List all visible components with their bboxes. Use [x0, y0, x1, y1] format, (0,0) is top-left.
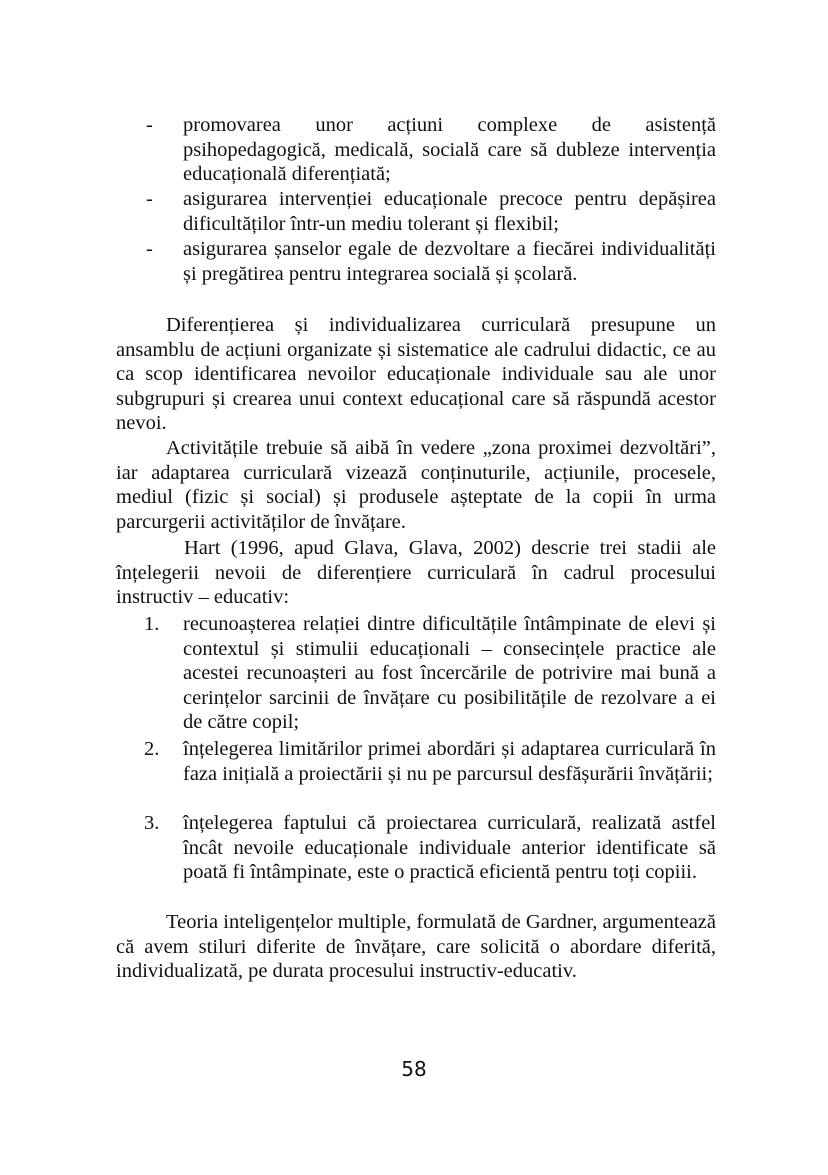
paragraph: Activitățile trebuie să aibă în vedere „zona proximei dezvoltări”, iar adaptarea curriculară vizează conținuturile, acțiunile, procesele, mediul (fizic și social) și produsele așteptate de la copii în urma parcurgerii activităților de învățare.	[116, 437, 716, 533]
item-number: 1.	[144, 613, 160, 635]
page-number: 58	[401, 1057, 427, 1081]
item-number: 3.	[144, 812, 160, 834]
bullet-text: promovarea unor acțiuni complexe de asistență psihopedagogică, medicală, socială care să dubleze intervenția educațională diferențiată;	[183, 114, 716, 186]
bullet-marker: -	[146, 114, 153, 136]
bullet-marker: -	[146, 238, 153, 260]
item-text: înțelegerea faptului că proiectarea curriculară, realizată astfel încât nevoile educaționale individuale anterior identificate să poată fi întâmpinate, este o practică eficientă pentru toți copiii.	[183, 812, 716, 884]
paragraph: Hart (1996, apud Glava, Glava, 2002) descrie trei stadii ale înțelegerii nevoii de diferențiere curriculară în cadrul procesului instructiv – educativ:	[116, 537, 716, 609]
bullet-marker: -	[146, 188, 153, 210]
paragraph: Diferențierea și individualizarea curriculară presupune un ansamblu de acțiuni organizate și sistematice ale cadrului didactic, ce au ca scop identificarea nevoilor educaționale individuale sau ale unor subgrupuri și crearea unui context educațional care să răspundă acestor nevoi.	[116, 314, 716, 435]
closing-paragraph: Teoria inteligențelor multiple, formulată de Gardner, argumentează că avem stiluri diferite de învățare, care solicită o abordare diferită, individualizată, pe durata procesului instructiv-educativ.	[116, 911, 716, 983]
bullet-text: asigurarea șanselor egale de dezvoltare a fiecărei individualități și pregătirea pentru integrarea socială și școlară.	[183, 238, 716, 285]
item-text: recunoașterea relației dintre dificultățile întâmpinate de elevi și contextul și stimulii educaționali – consecințele practice ale acestei recunoașteri au fost încercările de potrivire mai bună a cerințelor sarcinii de învățare cu posibilitățile de rezolvare a ei de către copil;	[183, 613, 716, 734]
item-number: 2.	[144, 738, 160, 760]
item-text: înțelegerea limitărilor primei abordări și adaptarea curriculară în faza inițială a proiectării și nu pe parcursul desfășurării învățării;	[183, 738, 716, 785]
bullet-text: asigurarea intervenției educaționale precoce pentru depășirea dificultăților într-un mediu tolerant și flexibil;	[183, 188, 716, 235]
